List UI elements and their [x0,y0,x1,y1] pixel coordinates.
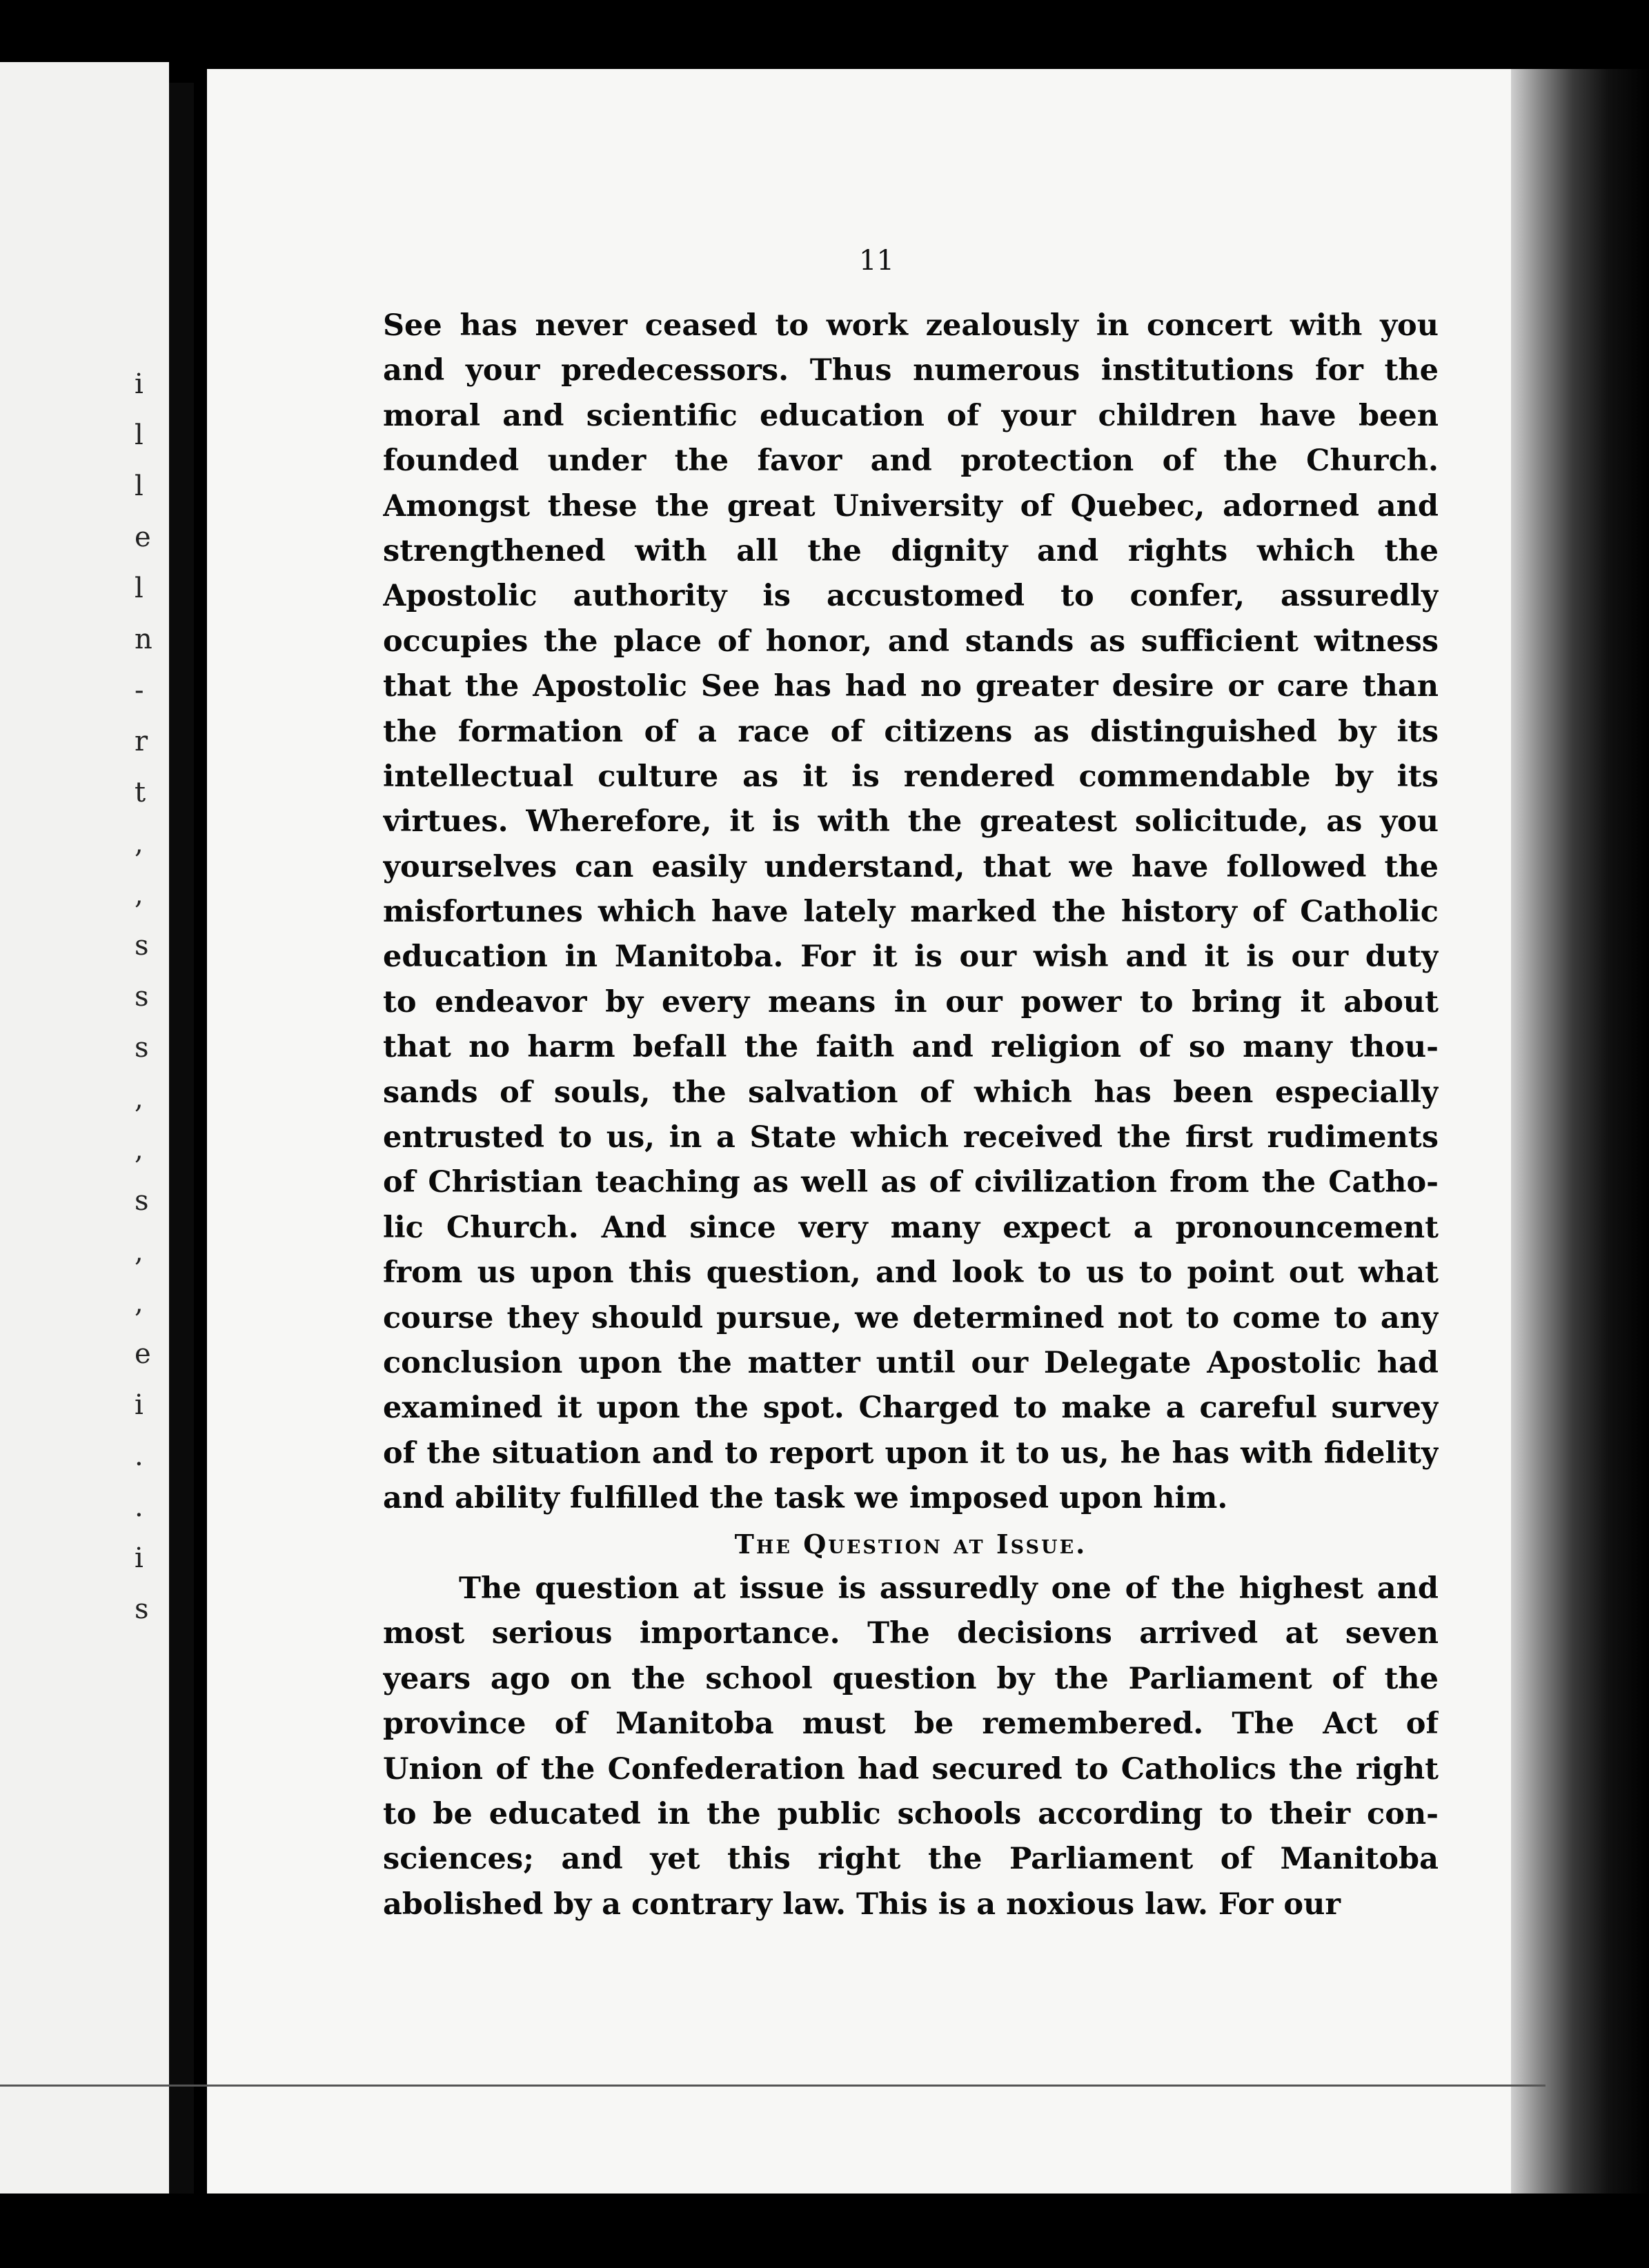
text-line: founded under the favor and protection of the Church. [383,444,1439,479]
text-line: strengthened with all the dignity and rights which the [383,533,1439,568]
footer-rule [0,2085,1546,2087]
text-line: from us upon this question, and look to us to point out what [383,1255,1439,1291]
text-line: Union of the Confederation had secured to Catholics the right [383,1751,1439,1787]
paragraph-1 [383,304,1439,1522]
text-line: examined it upon the spot. Charged to make a careful survey [383,1391,1439,1426]
text-line: abolished by a contrary law. This is a noxious law. For our [383,1887,1341,1922]
text-line: years ago on the school question by the Parliament of the [383,1661,1439,1696]
text-line: of the situation and to report upon it to us, he has with fidelity [383,1435,1439,1471]
text-line: education in Manitoba. For it is our wish and it is our duty [383,939,1439,975]
adjacent-page-letter-fragments: i l l e l n - r t , , s s s , , s , , e i . . i s [135,368,152,1625]
text-line: sciences; and yet this right the Parliament of Manitoba [383,1842,1439,1877]
text-line: entrusted to us, in a State which received the first rudiments [383,1120,1439,1155]
text-line: See has never ceased to work zealously in concert with you [383,308,1439,343]
text-line: virtues. Wherefore, it is with the greatest solicitude, as you [383,804,1439,839]
section-heading: The Question at Issue. [734,1528,1087,1560]
text-line: intellectual culture as it is rendered commendable by its [383,759,1439,794]
text-line: to endeavor by every means in our power to bring it about [383,984,1439,1019]
text-line: moral and scientific education of your children have been [383,398,1439,433]
text-line: yourselves can easily understand, that we have followed the [383,849,1439,884]
paragraph-2 [383,1566,1439,1927]
book-edge [1511,69,1649,2268]
text-line: to be educated in the public schools according to their con- [383,1796,1439,1831]
text-line: that the Apostolic See has had no greater desire or care than [383,669,1439,704]
text-line: course they should pursue, we determined not to come to any [383,1300,1439,1335]
text-line: occupies the place of honor, and stands as sufficient witness [383,624,1439,659]
text-line: lic Church. And since very many expect a pronouncement [383,1210,1439,1245]
text-line: Amongst these the great University of Quebec, adorned and [383,488,1439,524]
text-line: and your predecessors. Thus numerous institutions for the [383,353,1439,388]
scan-bottom-border [0,2194,1649,2268]
body-text [383,304,1439,1927]
text-line: the formation of a race of citizens as distinguished by its [383,714,1439,749]
text-line: most serious importance. The decisions arrived at seven [383,1616,1439,1651]
book-gutter [169,83,194,2207]
text-line: Apostolic authority is accustomed to confer, assuredly [383,579,1439,614]
text-line: of Christian teaching as well as of civilization from the Catho- [383,1165,1439,1200]
text-line: province of Manitoba must be remembered. The Act of [383,1707,1439,1742]
text-line: conclusion upon the matter until our Delegate Apostolic had [383,1345,1439,1380]
page-number: 11 [859,245,894,277]
text-line: that no harm befall the faith and religion of so many thou- [383,1030,1439,1065]
text-line: misfortunes which have lately marked the history of Catholic [383,895,1439,930]
text-line: sands of souls, the salvation of which has been especially [383,1075,1439,1110]
text-line: and ability fulfilled the task we imposed upon him. [383,1481,1228,1516]
text-line: The question at issue is assuredly one of the highest and [459,1571,1439,1606]
